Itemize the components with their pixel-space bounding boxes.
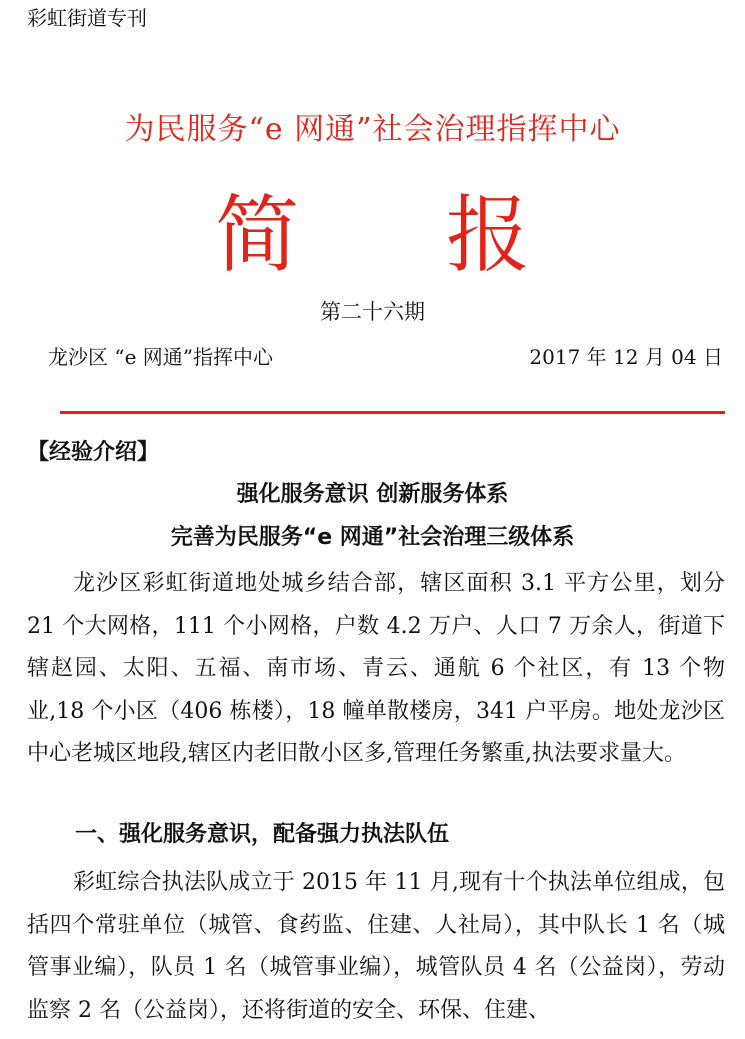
article-subtitle-1: 强化服务意识 创新服务体系 [236, 482, 509, 507]
section-tag: 【经验介绍】 [27, 440, 160, 465]
publisher: 龙沙区 “e 网通”指挥中心 [48, 345, 273, 369]
red-divider [60, 411, 725, 414]
header-tag: 彩虹街道专刊 [27, 6, 147, 30]
article-subtitle-2: 完善为民服务“e 网通”社会治理三级体系 [170, 525, 575, 550]
publish-date: 2017 年 12 月 04 日 [529, 345, 723, 369]
org-title: 为民服务“e 网通”社会治理指挥中心 [124, 112, 621, 147]
issue-number: 第二十六期 [320, 300, 425, 324]
paragraph-2: 彩虹综合执法队成立于 2015 年 11 月,现有十个执法单位组成，包括四个常驻单位（城管、食药监、住建、人社局），其中队长 1 名（城管事业编），队员 1 名（城管事业编），城管队员 4 名（公益岗），劳动监察 2 名（公益岗），还将街道的安全、环保、住建、 [27, 870, 725, 1023]
bulletin-title: 简 报 [215, 186, 590, 284]
paragraph-1: 龙沙区彩虹街道地处城乡结合部，辖区面积 3.1 平方公里，划分 21 个大网格，111 个小网格，户数 4.2 万户、人口 7 万余人，街道下辖赵园、太阳、五福、南市场、青云、通航 6 个社区，有 13 个物业,18 个小区（406 栋楼），18 幢单散楼房，341 户平房。地处龙沙区中心老城区地段,辖区内老旧散小区多,管理任务繁重,执法要求量大。 [27, 571, 725, 766]
section-heading-1: 一、强化服务意识，配备强力执法队伍 [75, 822, 450, 847]
